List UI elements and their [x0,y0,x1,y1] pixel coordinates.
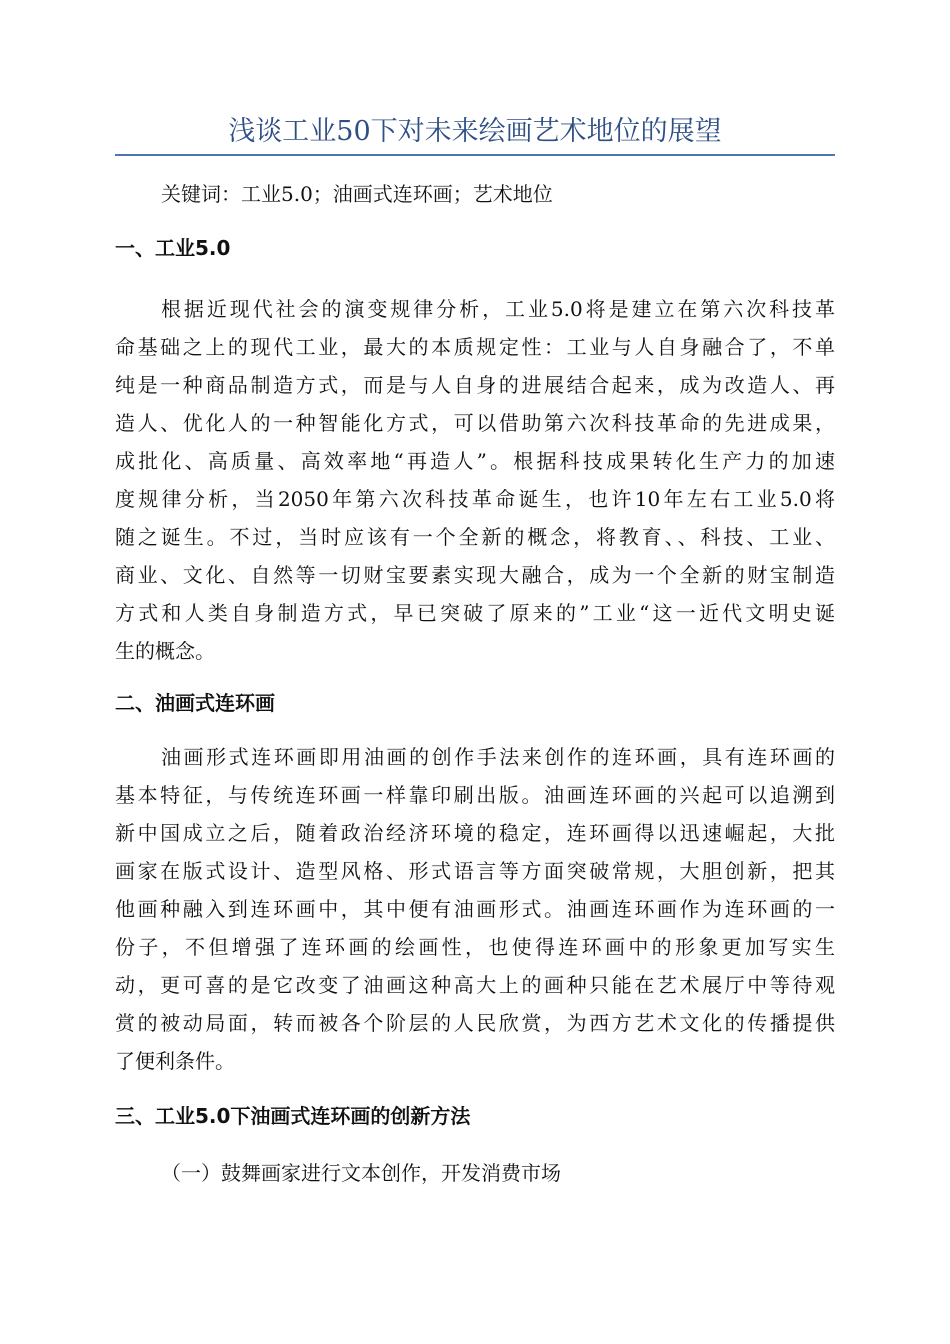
paragraph-line: 商业、文化、自然等一切财宝要素实现大融合，成为一个全新的财宝制造 [115,563,835,587]
paragraph-line: 了便利条件。 [115,1049,235,1073]
paragraph-line: 动，更可喜的是它改变了油画这种高大上的画种只能在艺术展厅中等待观 [115,973,835,997]
paragraph-line: 度规律分析，当2050年第六次科技革命诞生，也许10年左右工业5.0将 [115,487,835,511]
section-heading-2: 二、油画式连环画 [115,691,275,715]
section-heading-1: 一、工业5.0 [115,236,231,260]
paragraph-line: 命基础之上的现代工业，最大的本质规定性：工业与人自身融合了，不单 [115,335,835,359]
paragraph-line: 随之诞生。不过，当时应该有一个全新的概念，将教育、、科技、工业、 [115,525,835,549]
paragraph-line: 新中国成立之后，随着政治经济环境的稳定，连环画得以迅速崛起，大批 [115,821,835,845]
paragraph-line: 成批化、高质量、高效率地“再造人”。根据科技成果转化生产力的加速 [115,449,835,473]
section-1-paragraph [115,290,835,670]
subsection-heading: （一）鼓舞画家进行文本创作，开发消费市场 [161,1161,561,1185]
title-underline [115,154,835,156]
paragraph-line: 方式和人类自身制造方式，早已突破了原来的”工业“这一近代文明史诞 [115,601,835,625]
paragraph-line: 纯是一种商品制造方式，而是与人自身的进展结合起来，成为改造人、再 [115,373,835,397]
paragraph-line: 油画形式连环画即用油画的创作手法来创作的连环画，具有连环画的 [161,745,835,769]
paragraph-line: 根据近现代社会的演变规律分析，工业5.0将是建立在第六次科技革 [161,297,835,321]
document-title: 浅谈工业50下对未来绘画艺术地位的展望 [228,116,722,147]
paragraph-line: 生的概念。 [115,639,215,663]
keywords-line: 关键词：工业5.0；油画式连环画；艺术地位 [161,182,553,206]
paragraph-line: 造人、优化人的一种智能化方式，可以借助第六次科技革命的先进成果， [115,411,835,435]
paragraph-line: 基本特征，与传统连环画一样靠印刷出版。油画连环画的兴起可以追溯到 [115,783,835,807]
section-2-paragraph [115,738,835,1080]
paragraph-line: 他画种融入到连环画中，其中便有油画形式。油画连环画作为连环画的一 [115,897,835,921]
paragraph-line: 画家在版式设计、造型风格、形式语言等方面突破常规，大胆创新，把其 [115,859,835,883]
paragraph-line: 赏的被动局面，转而被各个阶层的人民欣赏，为西方艺术文化的传播提供 [115,1011,835,1035]
paragraph-line: 份子，不但增强了连环画的绘画性，也使得连环画中的形象更加写实生 [115,935,835,959]
section-heading-3: 三、工业5.0下油画式连环画的创新方法 [115,1104,471,1128]
